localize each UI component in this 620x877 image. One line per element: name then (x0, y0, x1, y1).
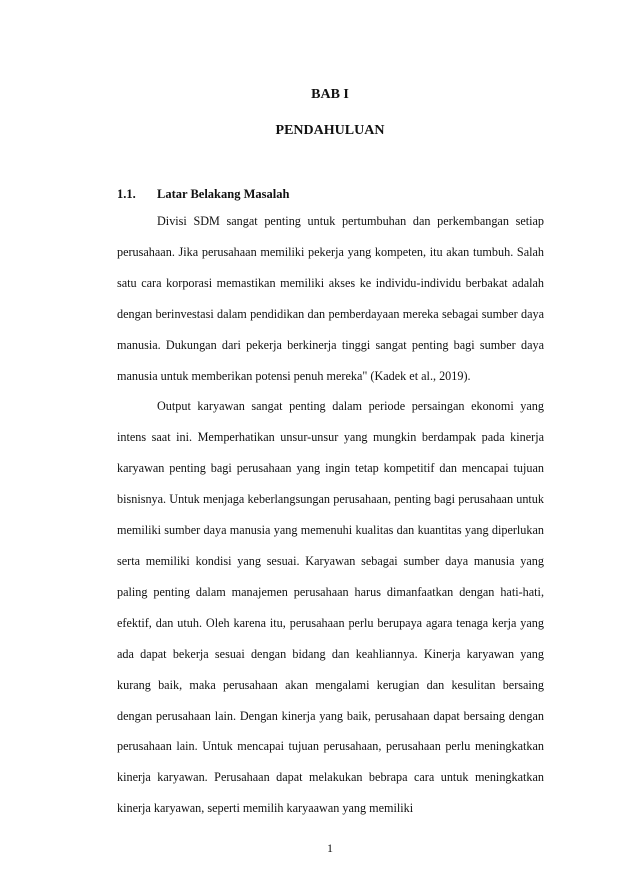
paragraph: Output karyawan sangat penting dalam periode persaingan ekonomi yang intens saat ini. Memperhatikan unsur-unsur yang mungkin berdampak pada kinerja karyawan penting bagi perusahaan yang ingin tetap kompetitif dan mencapai tujuan bisnisnya. Untuk menjaga keberlangsungan perusahaan, penting bagi perusahaan untuk memiliki sumber daya manusia yang memenuhi kualitas dan kuantitas yang diperlukan serta memiliki kondisi yang sesuai. Karyawan sebagai sumber daya manusia yang paling penting dalam manajemen perusahaan harus dimanfaatkan dengan hati-hati, efektif, dan utuh. Oleh karena itu, perusahaan perlu berupaya agara tenaga kerja yang ada dapat bekerja sesuai dengan bidang dan keahliannya. Kinerja karyawan yang kurang baik, maka perusahaan akan mengalami kerugian dan kesulitan bersaing dengan perusahaan lain. Dengan kinerja yang baik, perusahaan dapat bersaing dengan perusahaan lain. Untuk mencapai tujuan perusahaan, perusahaan perlu meningkatkan kinerja karyawan. Perusahaan dapat melakukan bebrapa cara untuk meningkatkan kinerja karyawan, seperti memilih karyaawan yang memiliki (117, 399, 544, 816)
page-number: 1 (327, 841, 333, 855)
paragraph: Divisi SDM sangat penting untuk pertumbuhan dan perkembangan setiap perusahaan. Jika perusahaan memiliki pekerja yang kompeten, itu akan tumbuh. Salah satu cara korporasi memastikan memiliki akses ke individu-individu berbakat adalah dengan berinvestasi dalam pendidikan dan pemberdayaan mereka sebagai sumber daya manusia. Dukungan dari pekerja berkinerja tinggi sangat penting bagi sumber daya manusia untuk memberikan potensi penuh mereka" (Kadek et al., 2019). (117, 214, 544, 383)
section-number: 1.1. (117, 187, 136, 201)
body-text (117, 206, 544, 824)
section-title: Latar Belakang Masalah (157, 187, 290, 201)
chapter-number: BAB I (311, 87, 349, 102)
section-heading (117, 186, 289, 202)
chapter-title: PENDAHULUAN (275, 123, 385, 138)
